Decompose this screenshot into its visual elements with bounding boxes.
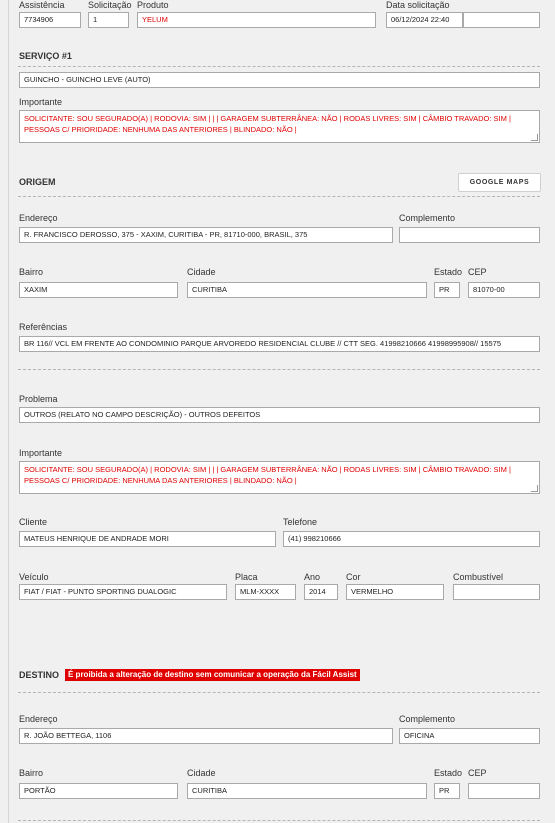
problema-label: Problema: [19, 394, 58, 404]
assistencia-label: Assistência: [19, 0, 65, 10]
data-solicitacao-field[interactable]: 06/12/2024 22:40: [386, 12, 463, 28]
destino-warning-badge: É proibida a alteração de destino sem comunicar a operação da Fácil Assist: [65, 669, 360, 681]
destino-title: DESTINO: [19, 670, 60, 680]
telefone-field[interactable]: (41) 998210666: [283, 531, 540, 547]
destino-cidade-label: Cidade: [187, 768, 216, 778]
destino-cidade-field[interactable]: CURITIBA: [187, 783, 427, 799]
service-field[interactable]: GUINCHO - GUINCHO LEVE (AUTO): [19, 72, 540, 88]
origem-endereco-field[interactable]: R. FRANCISCO DEROSSO, 375 - XAXIM, CURITIBA - PR, 81710-000, BRASIL, 375: [19, 227, 393, 243]
cor-field[interactable]: VERMELHO: [346, 584, 444, 600]
origem-title: ORIGEM: [19, 177, 56, 187]
telefone-label: Telefone: [283, 517, 318, 527]
resize-handle-icon[interactable]: [531, 485, 538, 492]
data-extra-field[interactable]: [463, 12, 540, 28]
servico-importante-text: SOLICITANTE: SOU SEGURADO(A) | RODOVIA: SIM | | | GARAGEM SUBTERRÂNEA: NÃO | RODAS LIVRES: SIM | CÂMBIO TRAVADO: SIM | PESSOAS C/ PRIORIDADE: NENHUMA DAS ANTERIORES | BLINDADO: NÃO |: [24, 114, 511, 134]
problema-importante-textarea[interactable]: [19, 461, 540, 494]
ano-label: Ano: [304, 572, 321, 582]
problema-importante-label: Importante: [19, 448, 63, 458]
destino-complemento-label: Complemento: [399, 714, 456, 724]
destino-cep-label: CEP: [468, 768, 487, 778]
cor-label: Cor: [346, 572, 361, 582]
origem-cidade-label: Cidade: [187, 267, 216, 277]
origem-complemento-field[interactable]: [399, 227, 540, 243]
google-maps-button[interactable]: GOOGLE MAPS: [458, 173, 541, 192]
placa-field[interactable]: MLM-XXXX: [235, 584, 296, 600]
origem-bairro-field[interactable]: XAXIM: [19, 282, 178, 298]
origem-bairro-label: Bairro: [19, 267, 44, 277]
servico-title: SERVIÇO #1: [19, 51, 72, 61]
assistencia-field[interactable]: 7734906: [19, 12, 81, 28]
servico-importante-textarea[interactable]: [19, 110, 540, 143]
origem-complemento-label: Complemento: [399, 213, 456, 223]
servico-importante-label: Importante: [19, 97, 63, 107]
origem-estado-label: Estado: [434, 267, 463, 277]
cliente-label: Cliente: [19, 517, 48, 527]
separator: [18, 196, 540, 197]
placa-label: Placa: [235, 572, 258, 582]
separator: [18, 369, 540, 370]
destino-complemento-field[interactable]: OFICINA: [399, 728, 540, 744]
separator: [18, 820, 540, 821]
produto-label: Produto: [137, 0, 169, 10]
produto-field[interactable]: YELUM: [137, 12, 376, 28]
origem-referencias-field[interactable]: BR 116// VCL EM FRENTE AO CONDOMINIO PARQUE ARVOREDO RESIDENCIAL CLUBE // CTT SEG. 41998210666 41998995908// 15575: [19, 336, 540, 352]
destino-bairro-field[interactable]: PORTÃO: [19, 783, 178, 799]
cliente-field[interactable]: MATEUS HENRIQUE DE ANDRADE MORI: [19, 531, 276, 547]
ano-field[interactable]: 2014: [304, 584, 338, 600]
destino-endereco-field[interactable]: R. JOÃO BETTEGA, 1106: [19, 728, 393, 744]
destino-estado-label: Estado: [434, 768, 463, 778]
resize-handle-icon[interactable]: [531, 134, 538, 141]
separator: [18, 66, 540, 67]
data-solicitacao-label: Data solicitação: [386, 0, 450, 10]
origem-referencias-label: Referências: [19, 322, 68, 332]
origem-cep-field[interactable]: 81070-00: [468, 282, 540, 298]
destino-endereco-label: Endereço: [19, 714, 58, 724]
veiculo-field[interactable]: FIAT / FIAT - PUNTO SPORTING DUALOGIC: [19, 584, 227, 600]
solicitacao-field[interactable]: 1: [88, 12, 129, 28]
veiculo-label: Veículo: [19, 572, 49, 582]
destino-cep-field[interactable]: [468, 783, 540, 799]
origem-cidade-field[interactable]: CURITIBA: [187, 282, 427, 298]
combustivel-field[interactable]: [453, 584, 540, 600]
destino-bairro-label: Bairro: [19, 768, 44, 778]
solicitacao-label: Solicitação: [88, 0, 132, 10]
problema-importante-text: SOLICITANTE: SOU SEGURADO(A) | RODOVIA: SIM | | | GARAGEM SUBTERRÂNEA: NÃO | RODAS LIVRES: SIM | CÂMBIO TRAVADO: SIM | PESSOAS C/ PRIORIDADE: NENHUMA DAS ANTERIORES | BLINDADO: NÃO |: [24, 465, 511, 485]
left-panel-edge: [0, 0, 9, 823]
separator: [18, 692, 540, 693]
origem-cep-label: CEP: [468, 267, 487, 277]
origem-endereco-label: Endereço: [19, 213, 58, 223]
origem-estado-field[interactable]: PR: [434, 282, 460, 298]
problema-field[interactable]: OUTROS (RELATO NO CAMPO DESCRIÇÃO) - OUTROS DEFEITOS: [19, 407, 540, 423]
combustivel-label: Combustível: [453, 572, 504, 582]
destino-estado-field[interactable]: PR: [434, 783, 460, 799]
